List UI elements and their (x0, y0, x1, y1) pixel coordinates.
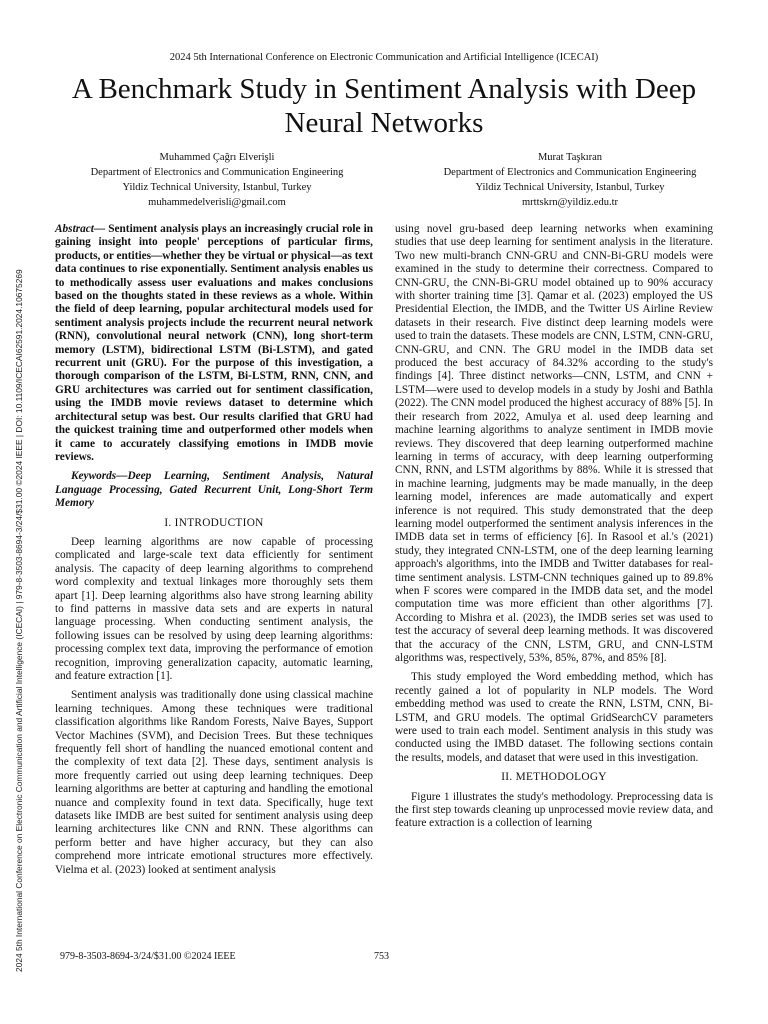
intro-paragraph-3: using novel gru-based deep learning networks when examining studies that use deep learning for sentiment analysis in the literature. Two new multi-branch CNN-GRU and CNN-Bi-GRU models were examined in the study to determine their correctness. Compared to CNN-GRU, the CNN-Bi-GRU model obtained up to 90% accuracy with shorter training time [3]. Qamar et al. (2023) employed the US Presidential Election, the IMDB, and the Twitter US Airline Review datasets in their research. Five distinct deep learning models were used to train the datasets. These models are CNN, LSTM, CNN-GRU, CNN-GRU, and CNN. The GRU model in the IMDB data set produced the best accuracy of 84.32% according to the study's findings [4]. Three distinct networks—CNN, LSTM, and CNN + LSTM—were used to develop models in a study by Joshi and Bathla (2022). The CNN model produced the highest accuracy of 88% [5]. In their research from 2022, Amulya et al. used deep learning and machine learning algorithms to analyze sentiment in IMDB movie reviews. They discovered that deep learning outperformed machine learning in terms of accuracy, with deep learning outperforming CNN, RNN, and LSTM algorithms by 88%. While it is stressed that in machine learning, judgments may be made manually, in the deep learning model, inferences are made automatically and expert inference is not required. This study demonstrated that the deep learning model outperformed the sentiment analysis inferences in the IMDB data set in terms of efficiency [6]. In Rasool et al.'s (2021) study, they integrated CNN-LSTM, one of the deep learning learning approach's algorithms, into the IMDB and Twitter databases for real-time sentiment analysis. LSTM-CNN techniques gained up to 89.8% when F scores were compared in the IMDB data set, and the model computation time was more efficient than other algorithms [7]. According to Mishra et al. (2023), the IMDB series set was used to test the accuracy of several deep learning methods. It was discovered that the accuracy of the CNN, LSTM, GRU, and CNN-LSTM algorithms was, respectively, 53%, 85%, 87%, and 85% [8]. (395, 223, 713, 664)
author-dept: Department of Electronics and Communication Engineering (90, 167, 344, 178)
paper-title: A Benchmark Study in Sentiment Analysis with Deep Neural Networks (71, 73, 697, 139)
author-name: Murat Taşkıran (537, 152, 603, 163)
page-number: 753 (374, 951, 389, 962)
abstract (55, 223, 373, 464)
doi-sidebar: 2024 5th International Conference on Electronic Communication and Artificial Intelligence (ICECAI) | 979-8-3503-8694-3/24/$31.00 ©2024 IEEE | DOI: 10.1109/ICECAI62591.2024.10675269 (14, 269, 24, 972)
author-email: mrttskrn@yildiz.edu.tr (522, 197, 618, 208)
author-affiliation: Yildiz Technical University, Istanbul, Turkey (122, 182, 312, 193)
keywords: Keywords—Deep Learning, Sentiment Analysis, Natural Language Processing, Gated Recurrent Unit, Long-Short Term Memory (55, 470, 373, 510)
conference-header: 2024 5th International Conference on Electronic Communication and Artificial Intelligence (ICECAI) (169, 52, 599, 63)
intro-paragraph-1: Deep learning algorithms are now capable of processing complicated and large-scale text data efficiently for sentiment analysis. The capacity of deep learning algorithms to comprehend word complexity and textual linkages more thoroughly sets them apart [1]. Deep learning algorithms also have strong learning ability to find patterns in massive data sets and are experts in natural language processing. When conducting sentiment analysis, the following issues can be resolved by using deep learning algorithms: processing complex text data, improving the performance of emotion recognition, improving generalization capacity, automatic learning, and feature extraction [1]. (55, 535, 373, 682)
methodology-paragraph-1: Figure 1 illustrates the study's methodology. Preprocessing data is the first step towards cleaning up unprocessed movie review data, and feature extraction is a collection of learning (395, 790, 713, 830)
author-name: Muhammed Çağrı Elverişli (159, 152, 275, 163)
section-heading-methodology: II. METHODOLOGY (501, 771, 607, 784)
intro-paragraph-2: Sentiment analysis was traditionally done using classical machine learning techniques. Among these techniques were traditional classification algorithms like Random Forests, Naive Bayes, Support Vector Machines (SVM), and Decision Trees. But these techniques frequently fell short of handling the nuanced emotional content and the complexity of text data [2]. These days, sentiment analysis is more frequently carried out using deep learning techniques. Deep learning algorithms are better at capturing and handling the emotional nuance and complexity found in text data. Specifically, huge text datasets like IMDB are best suited for sentiment analysis using deep learning architectures like CNN and RNN. These algorithms can perform better and have higher accuracy, but they can also comprehend more intricate emotional structures more effectively. Vielma et al. (2023) looked at sentiment analysis (55, 689, 373, 876)
author-affiliation: Yildiz Technical University, Istanbul, Turkey (475, 182, 665, 193)
author-dept: Department of Electronics and Communication Engineering (443, 167, 697, 178)
author-block-1 (47, 150, 387, 210)
author-block-2 (400, 150, 740, 210)
right-column (395, 223, 713, 837)
left-column (55, 223, 373, 883)
abstract-lead: Abstract— (55, 223, 106, 235)
abstract-text: Sentiment analysis plays an increasingly crucial role in gaining insight into people' perceptions of particular firms, products, or entities—whether they be virtual or physical—as text data continues to rise exponentially. Sentiment analysis enables us to methodically assess user evaluations and makes conclusions based on the thoughts stated in these reviews as a whole. Within the field of deep learning, popular architectural models used for sentiment analysis projects include the recurrent neural network (RNN), convolutional neural network (CNN), long short-term memory (LSTM), bidirectional LSTM (Bi-LSTM), and gated recurrent unit (GRU). For the purpose of this investigation, a thorough comparison of the LSTM, Bi-LSTM, RNN, CNN, and GRU architectures was carried out for sentiment classification, using the IMDB movie reviews dataset to determine which architectural setup was best. Our results clarified that GRU had the quickest training time and outperformed other models when it came to accurately classifying emotions in IMDB movie reviews. (55, 223, 373, 463)
intro-paragraph-4: This study employed the Word embedding method, which has recently gained a lot of popularity in NLP models. The Word embedding method was used to create the RNN, LSTM, CNN, Bi-LSTM, and GRU models. The optimal GridSearchCV parameters were used to train each model. Sentiment analysis in this study was conducted using the IMBD dataset. The following sections contain the results, models, and dataset that were used in this investigation. (395, 671, 713, 764)
section-heading-introduction: I. INTRODUCTION (164, 516, 264, 529)
author-email: muhammedelverisli@gmail.com (148, 197, 286, 208)
footer-isbn: 979-8-3503-8694-3/24/$31.00 ©2024 IEEE (60, 951, 236, 962)
